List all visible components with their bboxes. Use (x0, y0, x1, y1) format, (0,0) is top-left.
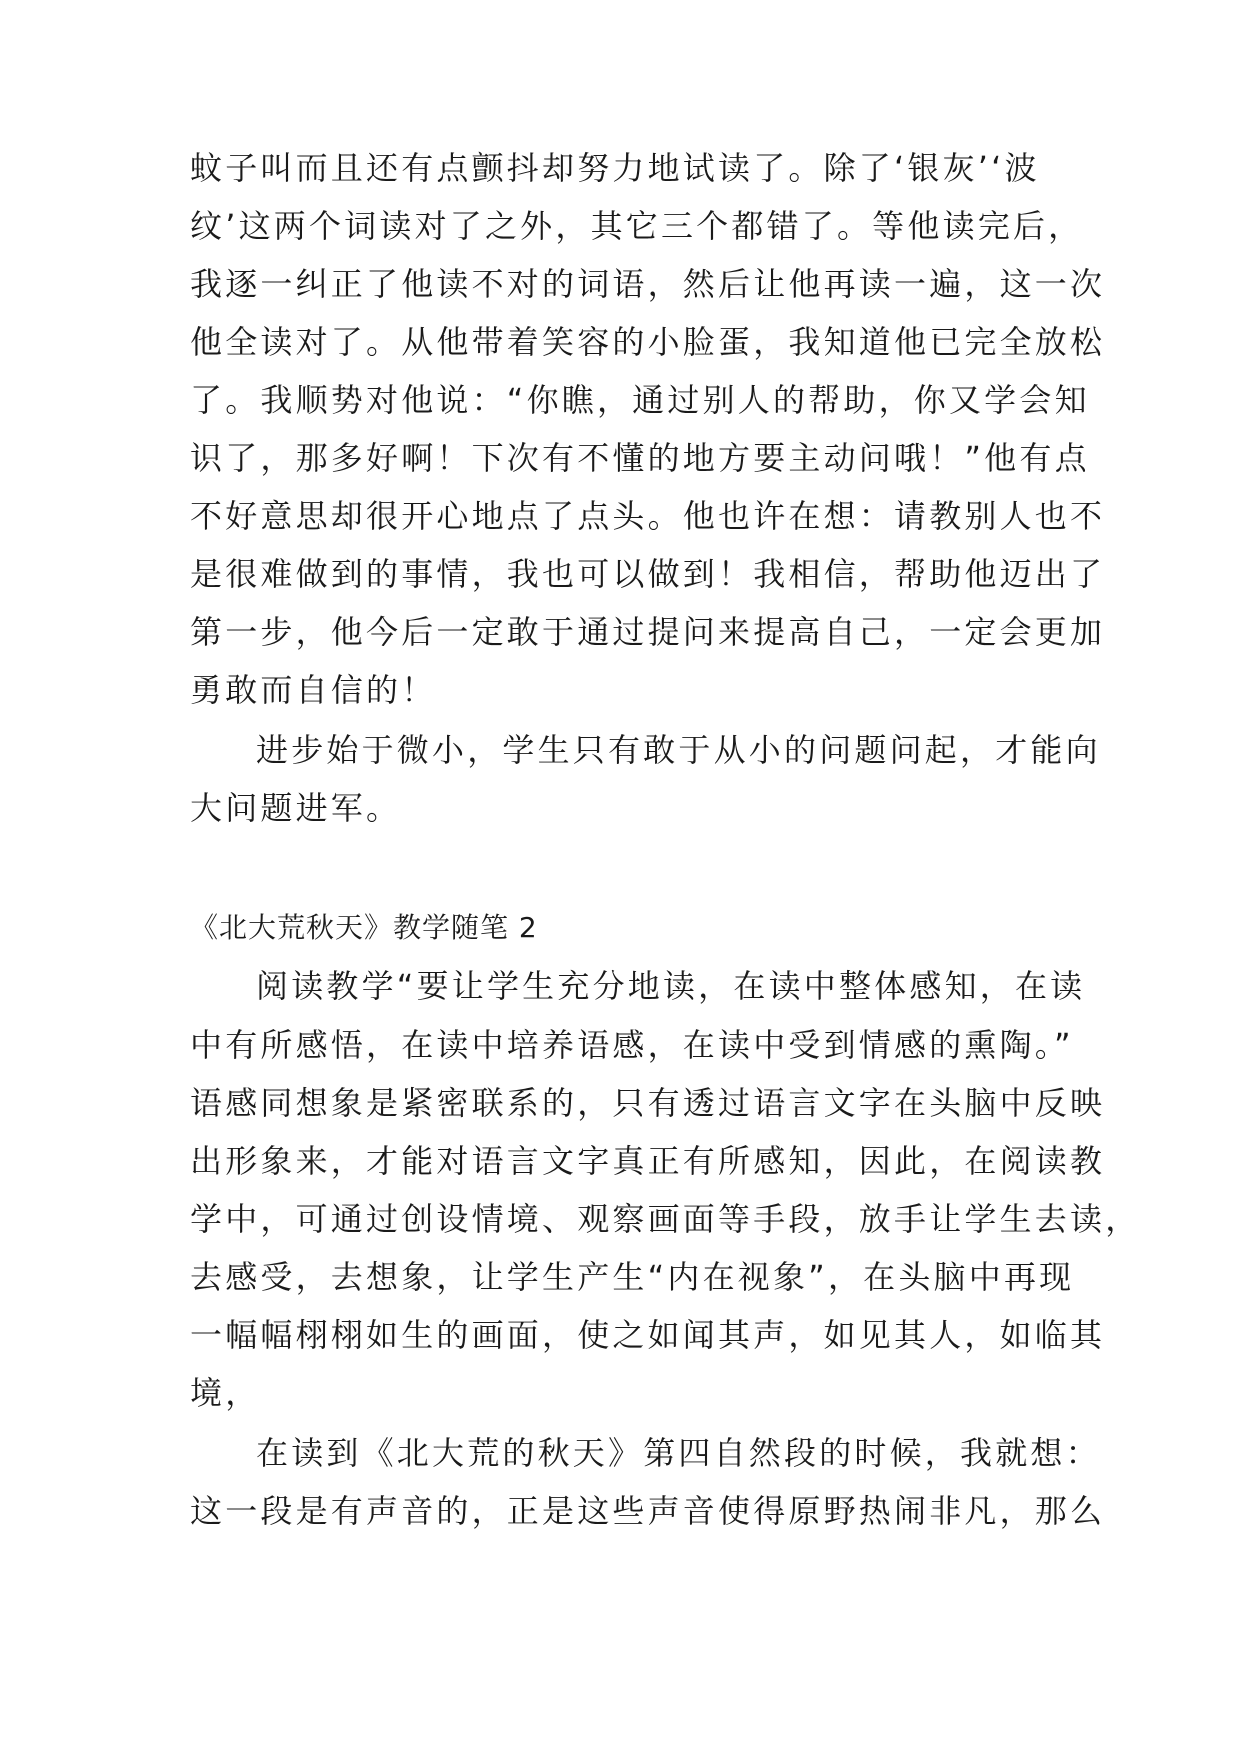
paragraph-1-line: 勇敢而自信的！ (190, 671, 437, 709)
paragraph-4-line: 这一段是有声音的，正是这些声音使得原野热闹非凡，那么 (190, 1492, 1106, 1530)
paragraph-1-line: 是很难做到的事情，我也可以做到！我相信，帮助他迈出了 (190, 555, 1106, 593)
paragraph-3-line: 阅读教学“要让学生充分地读，在读中整体感知，在读 (256, 967, 1086, 1005)
paragraph-3-line: 去感受，去想象，让学生产生“内在视象”，在头脑中再现 (190, 1258, 1075, 1296)
paragraph-1-line: 蚊子叫而且还有点颤抖却努力地试读了。除了‘银灰’‘波 (190, 149, 1040, 187)
paragraph-2-line: 进步始于微小，学生只有敢于从小的问题问起，才能向 (256, 731, 1101, 769)
paragraph-1-line: 第一步，他今后一定敢于通过提问来提高自己，一定会更加 (190, 613, 1106, 651)
paragraph-1-line: 不好意思却很开心地点了点头。他也许在想：请教别人也不 (190, 497, 1106, 535)
paragraph-2-line: 大问题进军。 (190, 789, 402, 827)
paragraph-3-line: 学中，可通过创设情境、观察画面等手段，放手让学生去读， (190, 1200, 1141, 1238)
paragraph-1-line: 我逐一纠正了他读不对的词语，然后让他再读一遍，这一次 (190, 265, 1106, 303)
section-title: 《北大荒秋天》教学随笔 2 (190, 911, 538, 944)
paragraph-1-line: 了。我顺势对他说：“你瞧，通过别人的帮助，你又学会知 (190, 381, 1090, 419)
paragraph-3-line: 中有所感悟，在读中培养语感，在读中受到情感的熏陶。” (190, 1026, 1074, 1064)
paragraph-1-line: 纹’这两个词读对了之外，其它三个都错了。等他读完后， (190, 207, 1084, 245)
paragraph-4-line: 在读到《北大荒的秋天》第四自然段的时候，我就想： (256, 1434, 1101, 1472)
paragraph-3-line: 出形象来，才能对语言文字真正有所感知，因此，在阅读教 (190, 1142, 1106, 1180)
paragraph-3-line: 境， (190, 1374, 261, 1412)
paragraph-3-line: 一幅幅栩栩如生的画面，使之如闻其声，如见其人，如临其 (190, 1316, 1106, 1354)
paragraph-1-line: 他全读对了。从他带着笑容的小脸蛋，我知道他已完全放松 (190, 323, 1106, 361)
paragraph-1-line: 识了，那多好啊！下次有不懂的地方要主动问哦！”他有点 (190, 439, 1090, 477)
paragraph-3-line: 语感同想象是紧密联系的，只有透过语言文字在头脑中反映 (190, 1084, 1106, 1122)
